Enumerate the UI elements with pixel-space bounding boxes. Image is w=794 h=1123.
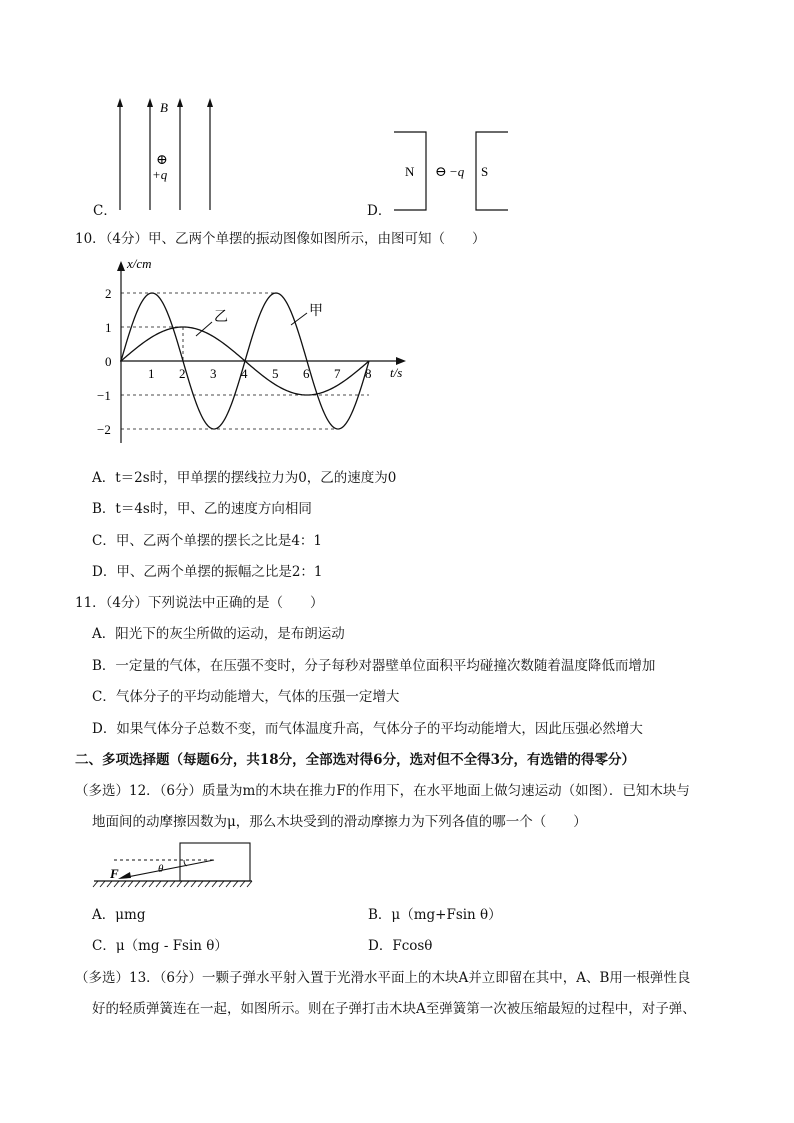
ground-hatch bbox=[135, 881, 140, 887]
ground-hatch bbox=[142, 881, 147, 887]
x-tick-label: 5 bbox=[272, 366, 279, 381]
ground-hatch bbox=[114, 881, 119, 887]
ground-hatch bbox=[93, 881, 98, 887]
arrow-up-icon bbox=[147, 98, 153, 107]
south-pole-label: S bbox=[481, 164, 489, 179]
ground-hatch bbox=[149, 881, 154, 887]
x-tick-label: 8 bbox=[365, 366, 372, 381]
q11-stem: 11．（4分）下列说法中正确的是（ ） bbox=[75, 595, 324, 611]
q9-option-d-figure bbox=[390, 130, 515, 212]
q13-stem-line1: （多选）13．（6分）一颗子弹水平射入置于光滑水平面上的木块A并立即留在其中，A、B用一根弹性良 bbox=[75, 970, 691, 986]
y-tick-label: 2 bbox=[105, 286, 112, 301]
x-tick-label: 3 bbox=[210, 366, 217, 381]
y-tick-label: 1 bbox=[105, 320, 112, 335]
q10-option-a[interactable]: A．t＝2s时，甲单摆的摆线拉力为0，乙的速度为0 bbox=[92, 470, 397, 486]
q12-block-figure bbox=[92, 840, 257, 890]
q11-option-b[interactable]: B．一定量的气体，在压强不变时，分子每秒对器壁单位面积平均碰撞次数随着温度降低而增加 bbox=[92, 658, 656, 674]
q10-vibration-graph bbox=[97, 253, 420, 448]
angle-label: θ bbox=[158, 863, 164, 875]
ground-hatch bbox=[177, 881, 182, 887]
ground-hatch bbox=[205, 881, 210, 887]
q12-option-d[interactable]: D．Fcosθ bbox=[368, 938, 433, 954]
q11-option-c[interactable]: C．气体分子的平均动能增大，气体的压强一定增大 bbox=[92, 689, 400, 705]
arrow-up-icon bbox=[177, 98, 183, 107]
q12-stem-line1: （多选）12．（6分）质量为m的木块在推力F的作用下，在水平地面上做匀速运动（如图）．已知木块与 bbox=[75, 783, 690, 799]
q10-option-b[interactable]: B．t＝4s时，甲、乙的速度方向相同 bbox=[92, 501, 312, 517]
x-tick-label: 6 bbox=[303, 366, 310, 381]
curve-jia-label: 甲 bbox=[309, 304, 323, 319]
north-pole-label: N bbox=[405, 164, 415, 179]
arrow-up-icon bbox=[117, 98, 123, 107]
ground-hatch bbox=[100, 881, 105, 887]
q10-option-c[interactable]: C．甲、乙两个单摆的摆长之比是4：1 bbox=[92, 533, 323, 549]
ground-hatch bbox=[121, 881, 126, 887]
q9-option-c-figure bbox=[108, 95, 228, 213]
charge-label: −q bbox=[449, 164, 465, 179]
q10-stem: 10．（4分）甲、乙两个单摆的振动图像如图所示，由图可知（ ） bbox=[75, 231, 486, 247]
q12-stem-line2: 地面间的动摩擦因数为μ，那么木块受到的滑动摩擦力为下列各值的哪一个（ ） bbox=[92, 814, 587, 830]
ground-hatch bbox=[156, 881, 161, 887]
section-heading: 二、多项选择题（每题6分，共18分，全部选对得6分，选对但不全得3分，有选错的得零分） bbox=[75, 752, 635, 768]
negative-charge-icon: ⊖ bbox=[435, 165, 447, 180]
q11-option-d[interactable]: D．如果气体分子总数不变，而气体温度升高，气体分子的平均动能增大，因此压强必然增大 bbox=[92, 721, 643, 737]
ground-hatch bbox=[170, 881, 175, 887]
x-axis-label: t/s bbox=[390, 365, 403, 380]
ground-hatch bbox=[247, 881, 252, 887]
option-d-label: D． bbox=[367, 203, 392, 219]
ground-hatch bbox=[226, 881, 231, 887]
ground-hatch bbox=[184, 881, 189, 887]
force-label: F bbox=[110, 866, 119, 881]
q12-option-a[interactable]: A．μmg bbox=[92, 907, 146, 923]
q12-option-b[interactable]: B．μ（mg+Fsin θ） bbox=[368, 907, 502, 923]
ground-hatch bbox=[233, 881, 238, 887]
field-label: B bbox=[160, 100, 168, 115]
curve-yi-label: 乙 bbox=[214, 310, 228, 325]
q10-option-d[interactable]: D．甲、乙两个单摆的振幅之比是2：1 bbox=[92, 564, 323, 580]
ground-hatch bbox=[163, 881, 168, 887]
q12-option-c[interactable]: C．μ（mg - Fsin θ） bbox=[92, 938, 228, 954]
x-tick-label: 4 bbox=[241, 366, 248, 381]
ground-hatch bbox=[128, 881, 133, 887]
y-tick-label: −2 bbox=[97, 422, 111, 437]
charge-label: +q bbox=[152, 167, 168, 182]
ground-hatch bbox=[198, 881, 203, 887]
arrow-up-icon bbox=[207, 98, 213, 107]
y-tick-label: 0 bbox=[105, 354, 112, 369]
option-c-label: C． bbox=[93, 203, 117, 219]
x-tick-label: 1 bbox=[148, 366, 155, 381]
ground-hatch bbox=[191, 881, 196, 887]
q13-stem-line2: 好的轻质弹簧连在一起，如图所示。则在子弹打击木块A至弹簧第一次被压缩最短的过程中，对子弹、 bbox=[92, 1001, 696, 1017]
x-axis-arrow-icon bbox=[396, 357, 406, 365]
force-arrow-icon bbox=[118, 872, 131, 879]
ground-hatch bbox=[107, 881, 112, 887]
x-tick-label: 7 bbox=[334, 366, 341, 381]
wooden-block bbox=[180, 843, 250, 881]
y-tick-label: −1 bbox=[97, 388, 111, 403]
x-tick-label: 2 bbox=[179, 366, 186, 381]
ground-hatch bbox=[212, 881, 217, 887]
ground-hatch bbox=[240, 881, 245, 887]
y-axis-label: x/cm bbox=[127, 256, 152, 271]
positive-charge-icon: ⊕ bbox=[156, 153, 168, 168]
ground-hatch bbox=[219, 881, 224, 887]
y-axis-arrow-icon bbox=[117, 261, 125, 271]
q11-option-a[interactable]: A．阳光下的灰尘所做的运动，是布朗运动 bbox=[92, 626, 345, 642]
